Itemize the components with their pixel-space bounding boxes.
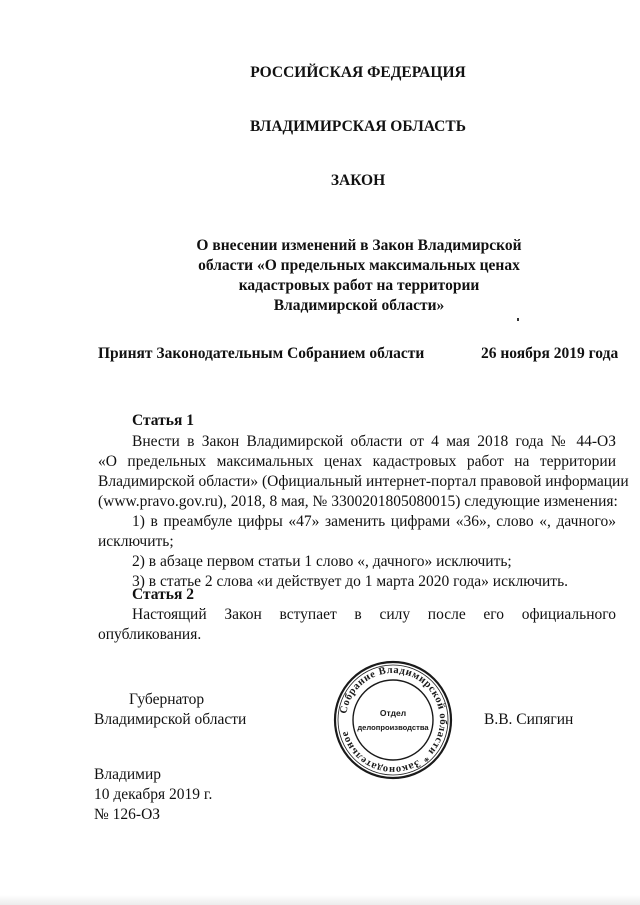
article1-line: Владимирской области» (Официальный интернет-портал правовой информации bbox=[98, 473, 629, 490]
adoption-date: 26 ноября 2019 года bbox=[481, 345, 619, 362]
footer-date: 10 декабря 2019 г. bbox=[94, 786, 213, 803]
subject-line: О внесении изменений в Закон Владимирской bbox=[196, 237, 522, 254]
region-heading: ВЛАДИМИРСКАЯ ОБЛАСТЬ bbox=[250, 118, 466, 135]
scan-speck bbox=[517, 318, 519, 321]
article1-item2: 2) в абзаце первом статьи 1 слово «, дачного» исключить; bbox=[132, 553, 512, 570]
country-heading: РОССИЙСКАЯ ФЕДЕРАЦИЯ bbox=[250, 64, 466, 81]
adoption-text: Принят Законодательным Собранием области bbox=[98, 345, 425, 362]
seal-center-line2: делопроизводства bbox=[357, 723, 429, 732]
article1-body bbox=[98, 432, 629, 592]
footer-law-number: № 126-ОЗ bbox=[94, 806, 161, 823]
article1-line: «О предельных максимальных ценах кадастровых работ на территории bbox=[98, 453, 616, 470]
article1-title: Статья 1 bbox=[132, 412, 194, 429]
footer-city: Владимир bbox=[94, 766, 161, 783]
signature-position-line1: Губернатор bbox=[129, 691, 205, 708]
article2-title: Статья 2 bbox=[132, 586, 194, 603]
seal-center-line1: Отдел bbox=[379, 708, 407, 718]
signature-position-line2: Владимирской области bbox=[94, 711, 247, 728]
article2-line: Настоящий Закон вступает в силу после его официального bbox=[132, 606, 616, 623]
svg-text:Собрание Владимирской области bbox=[338, 665, 448, 775]
doc-type-heading: ЗАКОН bbox=[330, 172, 386, 189]
article1-item3: 3) в статье 2 слова «и действует до 1 марта 2020 года» исключить. bbox=[132, 573, 569, 590]
article1-line: (www.pravo.gov.ru), 2018, 8 мая, № 3300201805080015) следующие изменения: bbox=[98, 493, 618, 510]
subject-line: Владимирской области» bbox=[273, 297, 445, 314]
article1-item1-line: исключить; bbox=[98, 533, 174, 550]
article1-line: Внести в Закон Владимирской области от 4 мая 2018 года № 44-ОЗ bbox=[132, 433, 616, 450]
article1-item1-line: 1) в преамбуле цифры «47» заменить цифрами «36», слово «, дачного» bbox=[132, 513, 616, 530]
subject-line: кадастровых работ на территории bbox=[238, 277, 480, 294]
signatory-name: В.В. Сипягин bbox=[484, 711, 574, 728]
seal-ring-text: Собрание Владимирской области * Законодательное bbox=[338, 664, 449, 776]
law-subject bbox=[150, 236, 568, 316]
article2-line: опубликования. bbox=[98, 626, 202, 643]
subject-line: области «О предельных максимальных ценах bbox=[198, 257, 520, 274]
official-seal bbox=[333, 660, 453, 780]
scan-shadow bbox=[0, 895, 640, 905]
article2-body bbox=[98, 605, 616, 645]
